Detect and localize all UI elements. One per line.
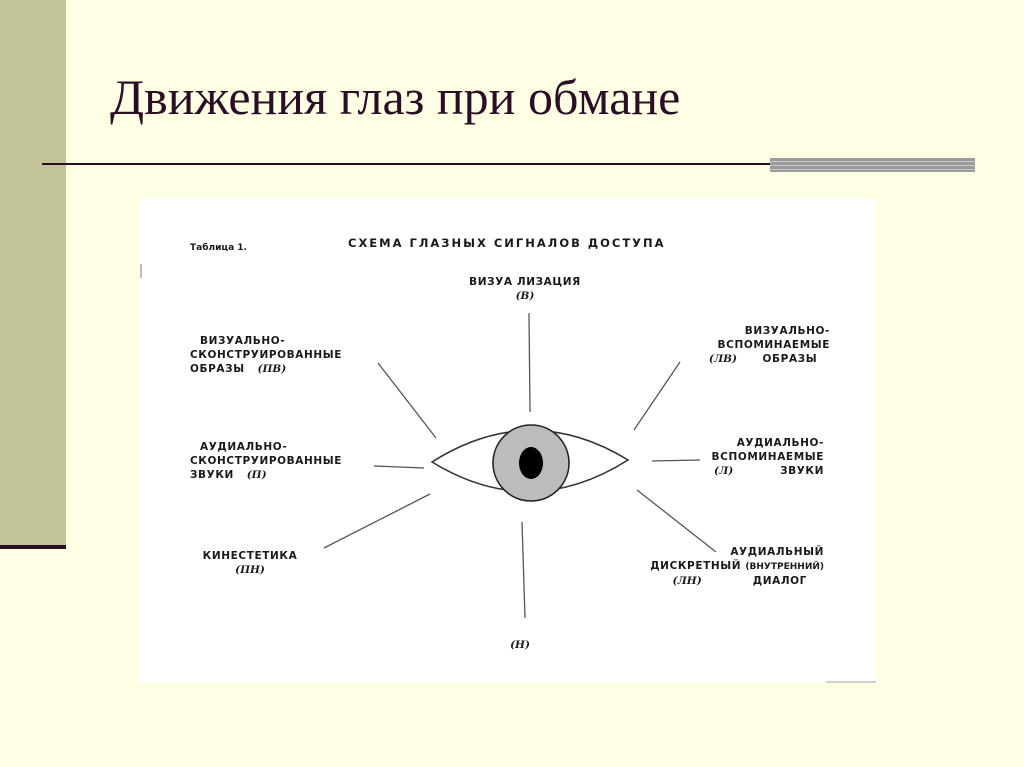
ray-bottom-left xyxy=(324,494,430,548)
ray-mid-left xyxy=(374,466,424,468)
diagram-heading: СХЕМА ГЛАЗНЫХ СИГНАЛОВ ДОСТУПА xyxy=(348,236,666,250)
ray-bottom-right xyxy=(637,490,716,552)
label-top: ВИЗУА ЛИЗАЦИЯ (В) xyxy=(469,276,581,302)
label-top-left: ВИЗУАЛЬНО- СКОНСТРУИРОВАННЫЕ ОБРАЗЫ (ПВ) xyxy=(190,335,343,375)
label-mid-right: АУДИАЛЬНО- ВСПОМИНАЕМЫЕ (Л) ЗВУКИ xyxy=(711,437,824,477)
ray-top-left xyxy=(378,363,436,438)
table-label: Таблица 1. xyxy=(190,243,247,253)
ray-bottom xyxy=(522,522,525,618)
label-bottom-right: АУДИАЛЬНЫЙ ДИСКРЕТНЫЙ (ВНУТРЕННИЙ) (ЛН) ДИАЛОГ xyxy=(650,546,824,587)
ray-top xyxy=(529,313,530,412)
label-bottom: (Н) xyxy=(510,639,530,651)
ray-top-right xyxy=(634,362,680,430)
label-top-right: ВИЗУАЛЬНО- ВСПОМИНАЕМЫЕ (ЛВ) ОБРАЗЫ xyxy=(708,325,830,365)
slide-title: Движения глаз при обмане xyxy=(110,69,681,125)
label-mid-left: АУДИАЛЬНО- СКОНСТРУИРОВАННЫЕ ЗВУКИ (П) xyxy=(190,441,343,481)
label-bottom-left: КИНЕСТЕТИКА (ПН) xyxy=(202,550,298,576)
pupil xyxy=(519,447,543,479)
